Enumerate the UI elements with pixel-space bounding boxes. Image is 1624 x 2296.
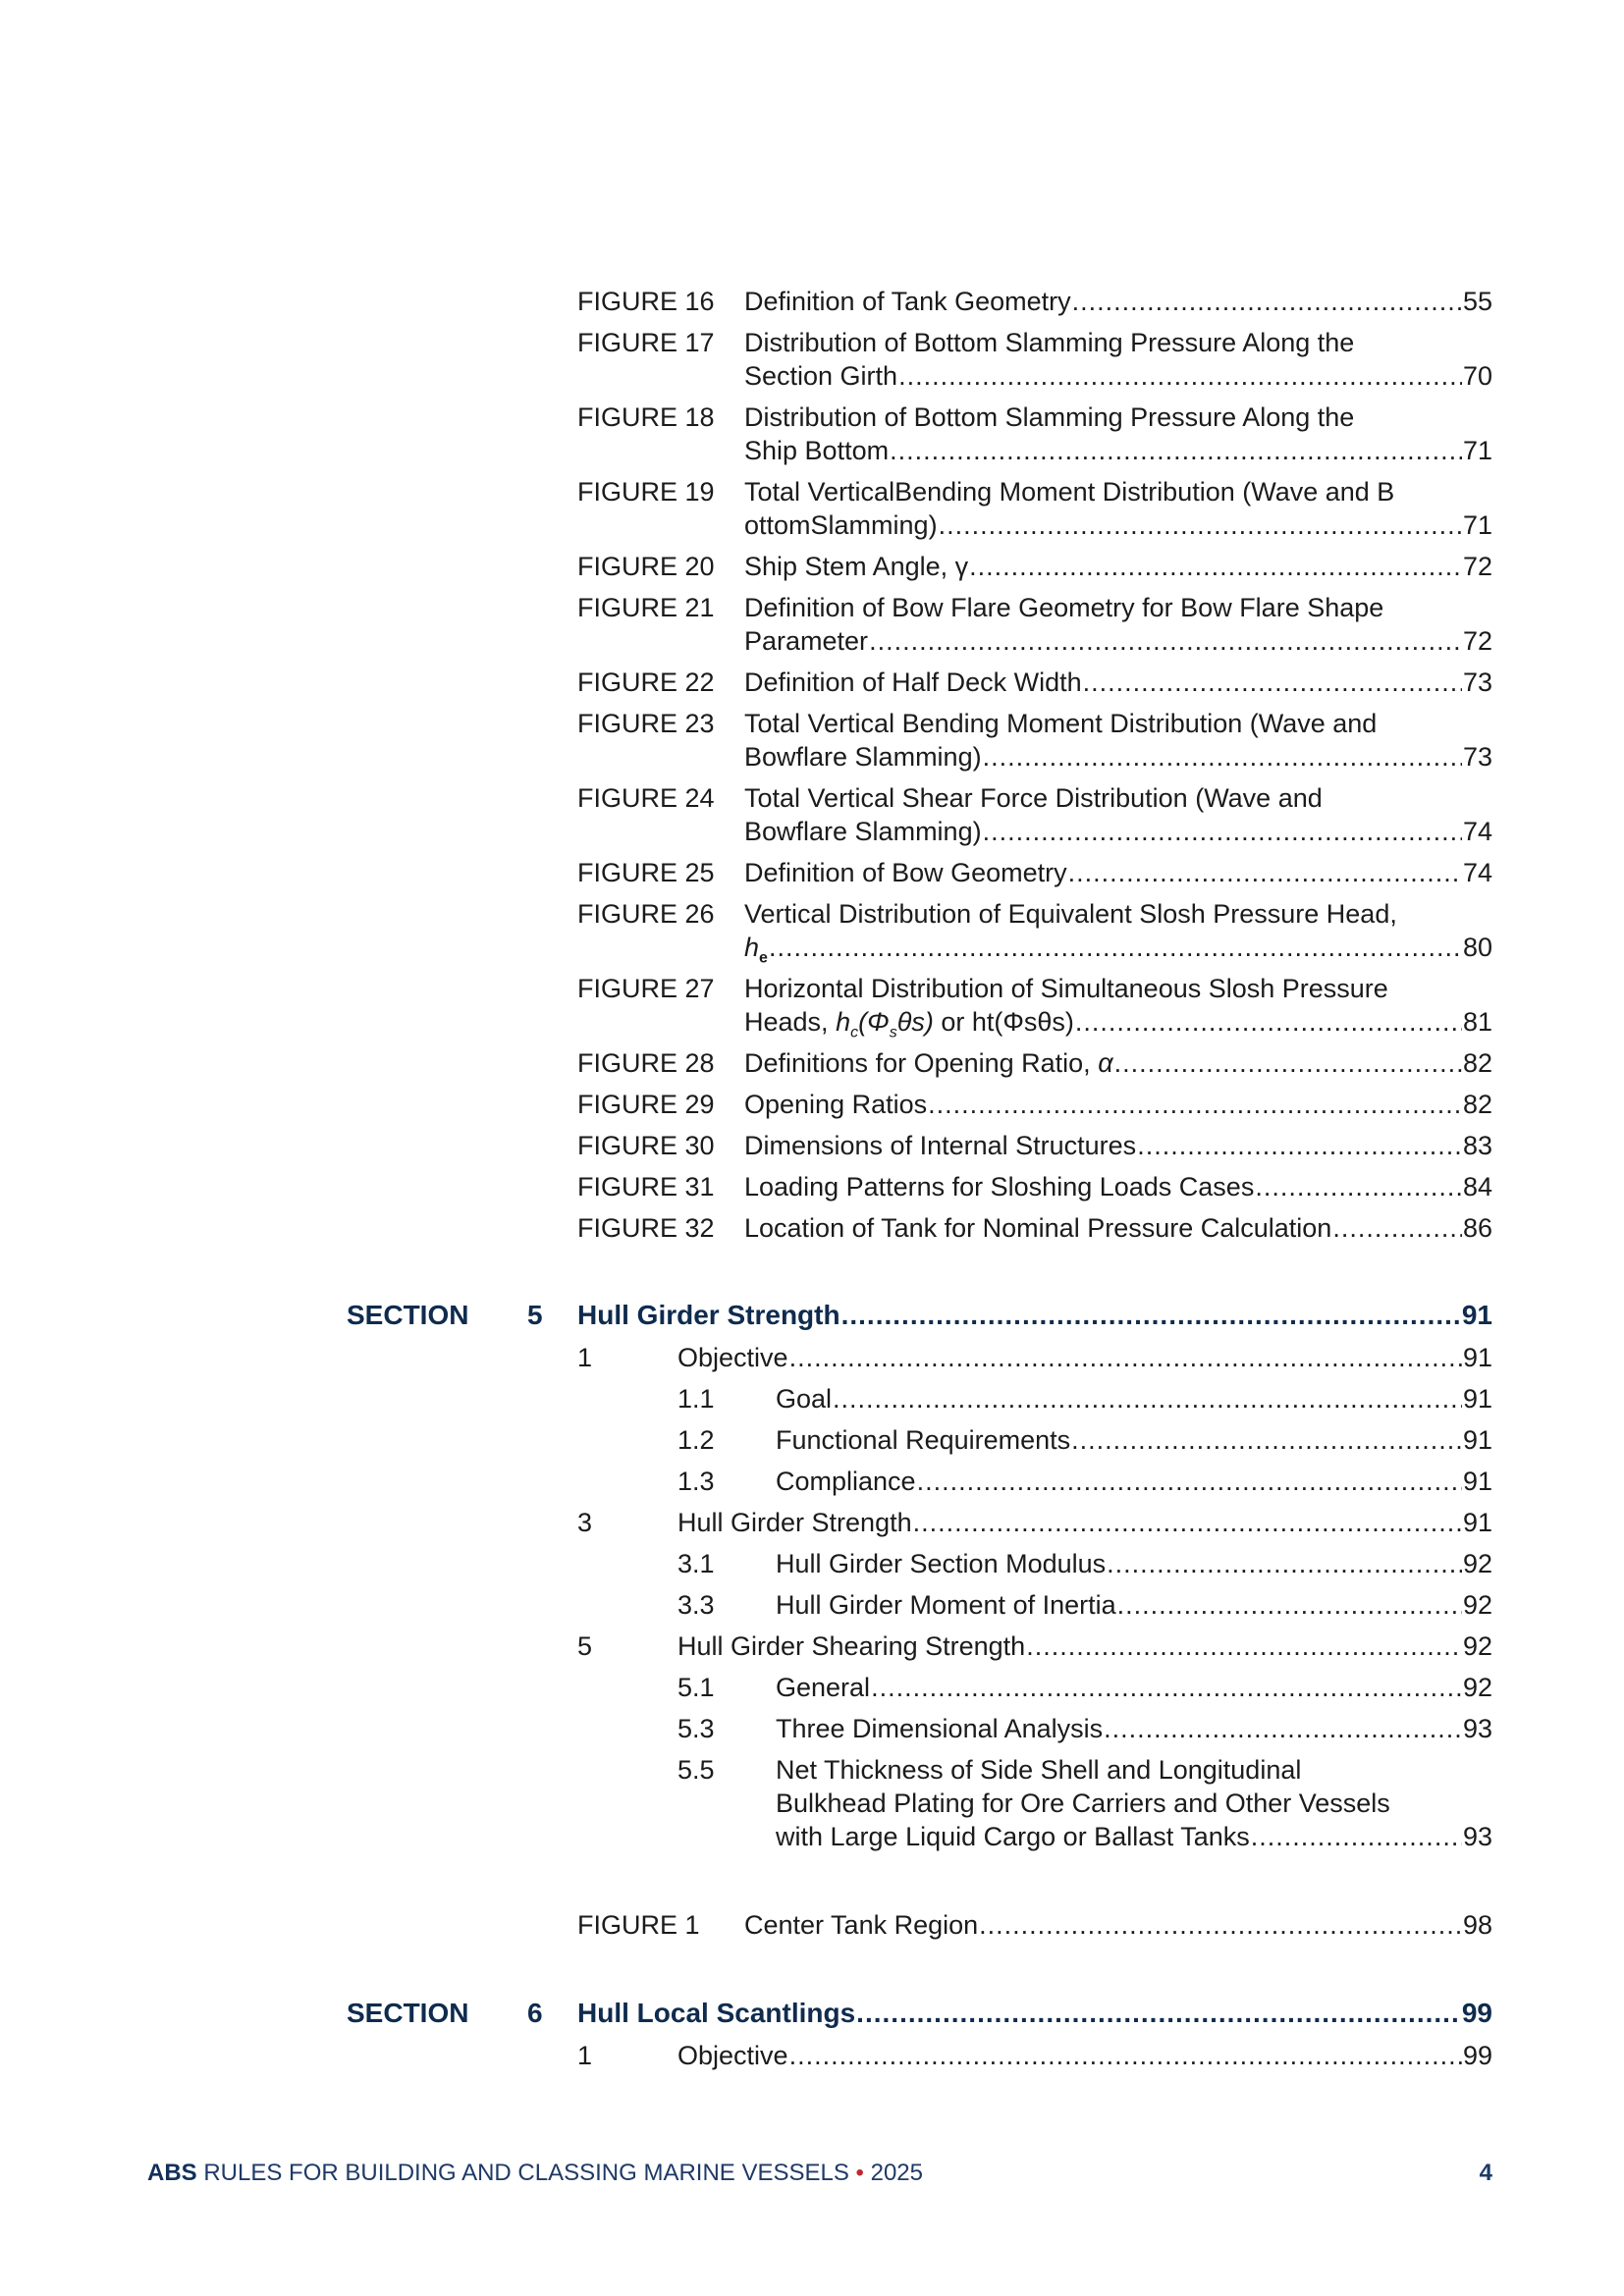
item-number: 5.3 (677, 1714, 715, 1743)
leader-dots (1107, 1547, 1462, 1580)
page-number: 74 (1462, 858, 1492, 887)
figure-label: FIGURE 27 (577, 974, 715, 1003)
leader-dots (833, 1382, 1462, 1415)
figure-title-cont: Bowflare Slamming) (744, 742, 982, 772)
symbol-alpha: α (1098, 1048, 1113, 1078)
leader-dots (1071, 1423, 1462, 1457)
page-number: 99 (1462, 2041, 1492, 2070)
symbol-theta: θs) (896, 1007, 934, 1037)
figure-label: FIGURE 1 (577, 1910, 700, 1940)
symbol-phi: (Φ (858, 1007, 890, 1037)
page-number: 84 (1462, 1172, 1492, 1201)
leader-dots (789, 2039, 1462, 2072)
leader-dots (869, 624, 1462, 658)
item-number: 5.1 (677, 1673, 715, 1702)
leader-dots (769, 931, 1462, 964)
figure-title-cont (744, 931, 768, 975)
item-title: Hull Girder Strength (677, 1508, 912, 1537)
item-number: 3.1 (677, 1549, 715, 1578)
page-footer (147, 2160, 1492, 2187)
subscript-c: c (850, 1024, 859, 1041)
page-number: 73 (1462, 742, 1492, 772)
item-number: 3.3 (677, 1590, 715, 1620)
section-word: SECTION (347, 1998, 469, 2028)
symbol-h: h (744, 933, 760, 962)
publication-title: RULES FOR BUILDING AND CLASSING MARINE VESSELS (203, 2160, 849, 2186)
leader-dots (841, 1299, 1461, 1332)
subscript-s: s (889, 1024, 897, 1041)
figure-title: Definition of Half Deck Width (744, 667, 1082, 697)
item-title: Net Thickness of Side Shell and Longitudinal (776, 1755, 1302, 1785)
item-title: General (776, 1673, 871, 1702)
leader-dots (1251, 1820, 1462, 1853)
page-number: 91 (1462, 1384, 1492, 1414)
figure-label: FIGURE 26 (577, 899, 715, 929)
page-number: 74 (1462, 817, 1492, 846)
leader-dots (890, 434, 1462, 467)
page-number: 92 (1462, 1631, 1492, 1661)
item-title-cont: with Large Liquid Cargo or Ballast Tanks (776, 1822, 1250, 1851)
section-title: Hull Girder Strength (577, 1300, 840, 1330)
section-number: 6 (527, 1998, 543, 2028)
leader-dots (913, 1506, 1462, 1539)
item-title: Compliance (776, 1467, 916, 1496)
text-tail: or ht(Φsθs) (933, 1007, 1074, 1037)
leader-dots (1104, 1712, 1462, 1745)
leader-dots (917, 1465, 1462, 1498)
figure-title-cont (744, 1005, 1074, 1049)
figure-title: Vertical Distribution of Equivalent Slosh Pressure Head, (744, 899, 1397, 929)
figure-title-cont: ottomSlamming) (744, 510, 938, 540)
page-number: 73 (1462, 667, 1492, 697)
page-number: 82 (1462, 1048, 1492, 1078)
section-word: SECTION (347, 1300, 469, 1330)
figure-title: Total Vertical Shear Force Distribution (Wave and (744, 783, 1323, 813)
figure-label: FIGURE 29 (577, 1090, 715, 1119)
leader-dots (983, 740, 1462, 774)
text-heads: Heads, (744, 1007, 837, 1037)
figure-label: FIGURE 30 (577, 1131, 715, 1160)
leader-dots (1075, 1005, 1462, 1039)
page-number: 91 (1462, 1425, 1492, 1455)
figure-title-cont: Bowflare Slamming) (744, 817, 982, 846)
leader-dots (1072, 285, 1462, 318)
item-title: Goal (776, 1384, 833, 1414)
figure-title: Distribution of Bottom Slamming Pressure Along the (744, 402, 1355, 432)
figure-title-cont: Section Girth (744, 361, 898, 391)
figure-title-cont: Parameter (744, 626, 869, 656)
leader-dots (856, 1997, 1461, 2030)
footer-page-number: 4 (1479, 2160, 1492, 2186)
page-number: 86 (1462, 1213, 1492, 1243)
page-number: 91 (1462, 1467, 1492, 1496)
footer-title (147, 2160, 923, 2187)
figure-label: FIGURE 21 (577, 593, 715, 622)
figure-title: Loading Patterns for Sloshing Loads Cases (744, 1172, 1255, 1201)
figure-title: Definition of Bow Flare Geometry for Bow Flare Shape (744, 593, 1384, 622)
item-number: 1 (577, 2041, 593, 2070)
figure-label: FIGURE 31 (577, 1172, 715, 1201)
page-number: 91 (1461, 1300, 1492, 1330)
leader-dots (983, 815, 1462, 848)
item-title: Three Dimensional Analysis (776, 1714, 1104, 1743)
page-number: 71 (1462, 510, 1492, 540)
subscript-e: e (759, 949, 768, 967)
page-number: 80 (1462, 933, 1492, 962)
leader-dots (871, 1671, 1462, 1704)
item-title-cont: Bulkhead Plating for Ore Carriers and Other Vessels (776, 1789, 1390, 1818)
figure-title-text: Definitions for Opening Ratio, (744, 1048, 1099, 1078)
page-number: 72 (1462, 552, 1492, 581)
page-number: 70 (1462, 361, 1492, 391)
figure-title: Location of Tank for Nominal Pressure Calculation (744, 1213, 1332, 1243)
abs-logo-text: ABS (147, 2160, 197, 2186)
figure-label: FIGURE 28 (577, 1048, 715, 1078)
figure-title (744, 1046, 1113, 1080)
symbol-h: h (836, 1007, 851, 1037)
page-number: 83 (1462, 1131, 1492, 1160)
leader-dots (1068, 856, 1462, 889)
leader-dots (1255, 1170, 1462, 1203)
item-title: Hull Girder Shearing Strength (677, 1631, 1026, 1661)
leader-dots (1137, 1129, 1462, 1162)
page-number: 91 (1462, 1508, 1492, 1537)
figure-label: FIGURE 18 (577, 402, 715, 432)
figure-title: Distribution of Bottom Slamming Pressure Along the (744, 328, 1355, 357)
leader-dots (1083, 666, 1462, 699)
leader-dots (979, 1908, 1462, 1942)
leader-dots (1026, 1629, 1462, 1663)
page-number: 55 (1462, 287, 1492, 316)
item-title: Objective (677, 1343, 788, 1372)
figure-label: FIGURE 20 (577, 552, 715, 581)
item-number: 1.1 (677, 1384, 715, 1414)
leader-dots (789, 1341, 1462, 1374)
page-number: 93 (1462, 1822, 1492, 1851)
figure-label: FIGURE 25 (577, 858, 715, 887)
item-number: 3 (577, 1508, 593, 1537)
leader-dots (1117, 1588, 1462, 1622)
page-number: 93 (1462, 1714, 1492, 1743)
figure-label: FIGURE 22 (577, 667, 715, 697)
item-title: Functional Requirements (776, 1425, 1071, 1455)
page-number: 99 (1461, 1998, 1492, 2028)
publication-year: 2025 (870, 2160, 923, 2186)
item-title: Hull Girder Section Modulus (776, 1549, 1107, 1578)
page-number: 92 (1462, 1673, 1492, 1702)
leader-dots (928, 1088, 1462, 1121)
item-number: 1.3 (677, 1467, 715, 1496)
item-number: 5 (577, 1631, 593, 1661)
figure-label: FIGURE 19 (577, 477, 715, 507)
footer-bullet: • (855, 2160, 864, 2186)
page-number: 71 (1462, 436, 1492, 465)
figure-label: FIGURE 32 (577, 1213, 715, 1243)
item-number: 5.5 (677, 1755, 715, 1785)
figure-label: FIGURE 24 (577, 783, 715, 813)
leader-dots (1114, 1046, 1462, 1080)
page-number: 91 (1462, 1343, 1492, 1372)
item-title: Objective (677, 2041, 788, 2070)
figure-label: FIGURE 23 (577, 709, 715, 738)
section-number: 5 (527, 1300, 543, 1330)
leader-dots (969, 550, 1462, 583)
leader-dots (1332, 1211, 1462, 1245)
page-number: 81 (1462, 1007, 1492, 1037)
figure-title: Opening Ratios (744, 1090, 928, 1119)
figure-label: FIGURE 17 (577, 328, 715, 357)
figure-title: Center Tank Region (744, 1910, 979, 1940)
leader-dots (898, 359, 1462, 393)
item-number: 1.2 (677, 1425, 715, 1455)
figure-title: Horizontal Distribution of Simultaneous Slosh Pressure (744, 974, 1388, 1003)
figure-label: FIGURE 16 (577, 287, 715, 316)
figure-title: Total Vertical Bending Moment Distribution (Wave and (744, 709, 1378, 738)
page-number: 92 (1462, 1590, 1492, 1620)
figure-title: Dimensions of Internal Structures (744, 1131, 1137, 1160)
figure-title: Definition of Bow Geometry (744, 858, 1067, 887)
page-number: 82 (1462, 1090, 1492, 1119)
figure-title: Definition of Tank Geometry (744, 287, 1071, 316)
page-number: 72 (1462, 626, 1492, 656)
item-number: 1 (577, 1343, 593, 1372)
item-title: Hull Girder Moment of Inertia (776, 1590, 1116, 1620)
figure-title: Total VerticalBending Moment Distribution (Wave and B (744, 477, 1395, 507)
section-title: Hull Local Scantlings (577, 1998, 856, 2028)
page-number: 98 (1462, 1910, 1492, 1940)
page-number: 92 (1462, 1549, 1492, 1578)
figure-title-cont: Ship Bottom (744, 436, 890, 465)
figure-title: Ship Stem Angle, γ (744, 552, 969, 581)
leader-dots (939, 508, 1462, 542)
